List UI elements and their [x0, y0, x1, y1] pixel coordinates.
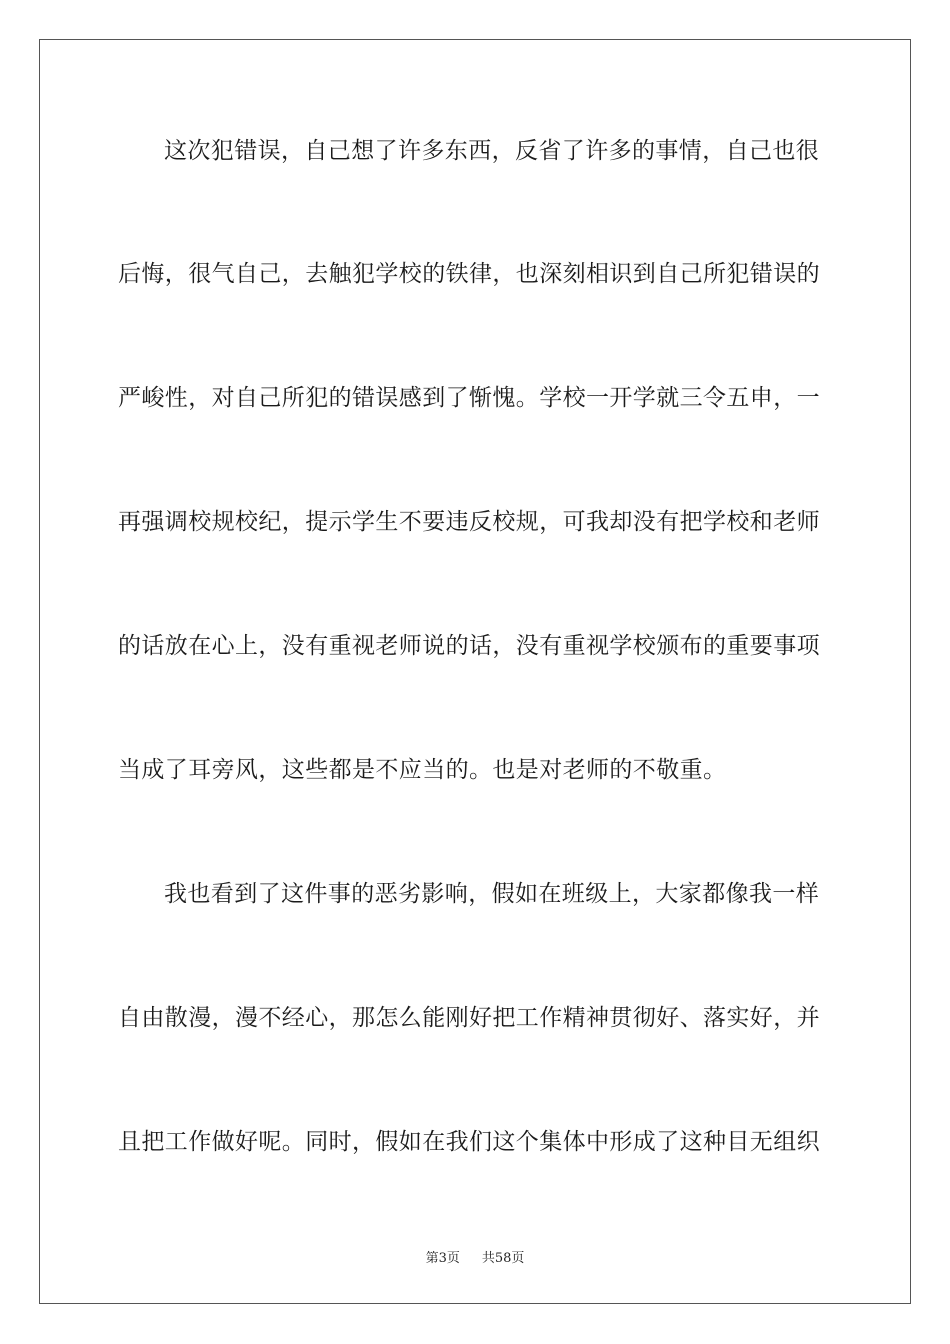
page-border [39, 39, 911, 1304]
paragraph-2-line-3: 且把工作做好呢。同时，假如在我们这个集体中形成了这种目无组织 [118, 1129, 820, 1155]
page-number: 第3页 [425, 1251, 460, 1266]
paragraph-1-line-2: 后悔，很气自己，去触犯学校的铁律，也深刻相识到自己所犯错误的 [118, 261, 820, 287]
paragraph-1-line-3: 严峻性，对自己所犯的错误感到了惭愧。学校一开学就三令五申，一 [118, 385, 820, 411]
paragraph-1-line-5: 的话放在心上，没有重视老师说的话，没有重视学校颁布的重要事项 [118, 633, 820, 659]
paragraph-1-line-6: 当成了耳旁风，这些都是不应当的。也是对老师的不敬重。 [118, 757, 727, 783]
page-footer [0, 1247, 950, 1266]
paragraph-2-line-1: 我也看到了这件事的恶劣影响，假如在班级上，大家都像我一样 [164, 881, 820, 907]
paragraph-1-line-4: 再强调校规校纪，提示学生不要违反校规，可我却没有把学校和老师 [118, 509, 820, 535]
paragraph-1-line-1: 这次犯错误，自己想了许多东西，反省了许多的事情，自己也很 [164, 138, 820, 164]
page-total: 共58页 [481, 1251, 525, 1266]
paragraph-2-line-2: 自由散漫，漫不经心，那怎么能刚好把工作精神贯彻好、落实好，并 [118, 1005, 820, 1031]
